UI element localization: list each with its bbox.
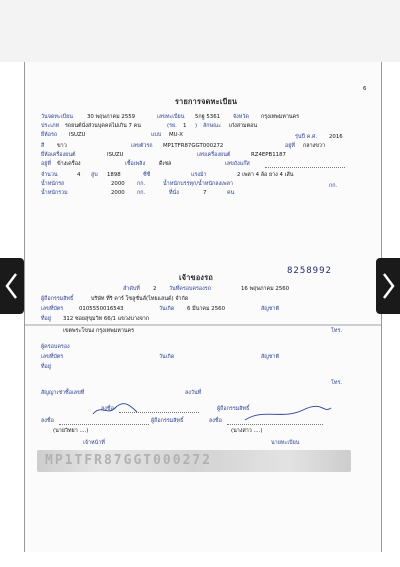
- engine-no-label: เลขเครื่องยนต์: [197, 152, 231, 158]
- kg-unit-3: กก.: [137, 190, 146, 196]
- reg-date-value: 30 พฤษภาคม 2559: [87, 114, 136, 120]
- owner-date-value: 16 พฤษภาคม 2560: [241, 286, 290, 292]
- registrar-signature: [243, 404, 333, 424]
- tel-label: โทร.: [331, 328, 343, 334]
- engine-no-value: RZ4EPB1187: [251, 152, 286, 158]
- top-margin: [0, 0, 400, 62]
- address2-label: ที่อยู่: [41, 364, 51, 370]
- model-value: MU-X: [169, 132, 183, 138]
- rs-value: 1: [183, 123, 187, 129]
- province-label: จังหวัด: [233, 114, 249, 120]
- tel2-label: โทร.: [331, 380, 343, 386]
- section-title-registration: รายการจดทะเบียน: [175, 97, 238, 106]
- fuel-value: ดีเซล: [159, 161, 172, 167]
- sign2-role: ผู้ถือกรรมสิทธิ์: [151, 418, 184, 424]
- officer-signature: [91, 402, 141, 418]
- count-value: 4: [77, 172, 81, 178]
- sign1-label: ลงชื่อ: [101, 406, 114, 412]
- gas-tank-line: [265, 167, 345, 168]
- reg-date-label: วันจดทะเบียน: [41, 114, 73, 120]
- sign3-label: ลงชื่อ: [209, 418, 222, 424]
- sign2-label: ลงชื่อ: [41, 418, 54, 424]
- power-label: แรงม้า: [191, 172, 207, 178]
- page-fold-crease: [25, 324, 381, 326]
- sign2-line: [59, 424, 149, 425]
- body-label: ลักษณะ: [203, 123, 222, 129]
- seq-label: ลำดับที่: [123, 286, 140, 292]
- brand-value: ISUZU: [69, 132, 86, 138]
- contract-date-label: ลงวันที่: [185, 390, 202, 396]
- sign4-name: (นางสาว ....): [231, 428, 263, 434]
- weight-car-label: น้ำหนักรถ: [41, 181, 65, 187]
- year-label: รุ่นปี ค.ศ.: [295, 134, 318, 140]
- engine-brand-label: ยี่ห้อเครื่องยนต์: [41, 152, 76, 158]
- registrar-label: นายทะเบียน: [271, 440, 300, 446]
- seq-value: 2: [153, 286, 157, 292]
- officer-label: เจ้าหน้าที่: [83, 440, 105, 446]
- sign3-name: (นายวิทยา ....): [53, 428, 89, 434]
- id-value: 0105550016543: [79, 306, 124, 312]
- registration-page: [24, 62, 382, 552]
- chassis-loc-value: กลางขวา: [303, 143, 325, 149]
- address-value-2: เขตพระโขนง กรุงเทพมหานคร: [63, 328, 135, 334]
- chassis-value: MP1TFR87GGT000272: [163, 143, 224, 149]
- model-label: แบบ: [151, 132, 162, 138]
- engine-loc-value: ข้างเครื่อง: [57, 161, 81, 167]
- prev-page-button[interactable]: [0, 258, 24, 314]
- seats-value: 7: [203, 190, 207, 196]
- seats-label: ที่นั่ง: [169, 190, 179, 196]
- type-label: ประเภท: [41, 123, 60, 129]
- kg-unit-1: กก.: [137, 181, 146, 187]
- province-value: กรุงเทพมหานคร: [261, 114, 300, 120]
- cc-label: ซีซี: [143, 172, 151, 178]
- color-value: ขาว: [57, 143, 67, 149]
- engine-brand-value: ISUZU: [107, 152, 124, 158]
- section-title-owner: เจ้าของรถ: [179, 273, 214, 282]
- next-page-button[interactable]: [376, 258, 400, 314]
- id-label: เลขที่บัตร: [41, 306, 64, 312]
- plate-label: เลขทะเบียน: [157, 114, 185, 120]
- kg-unit-2: กก.: [329, 183, 338, 189]
- plate-value: 5กฐ 5361: [195, 114, 221, 120]
- sign3-line: [227, 424, 323, 425]
- fuel-label: เชื้อเพลิง: [125, 161, 146, 167]
- birth-value: 6 มีนาคม 2560: [187, 306, 226, 312]
- load-label: น้ำหนักบรรทุก/น้ำหนักลงเพลา: [163, 181, 233, 187]
- chassis-rubbing-stamp: [37, 450, 351, 472]
- birth2-label: วันเกิด: [159, 354, 175, 360]
- chassis-loc-label: อยู่ที่: [285, 143, 295, 149]
- rs-label: (รย.: [167, 123, 177, 129]
- count-label: จำนวน: [41, 172, 58, 178]
- holder-label: ผู้ถือกรรมสิทธิ์: [41, 296, 74, 302]
- page-corner-number: 6: [363, 86, 367, 92]
- stamp-text: MP1TFR87GGT000272: [45, 453, 213, 468]
- address-value: 312 ซอยสุขุมวิท 66/1 แขวงบางจาก: [63, 316, 150, 322]
- color-label: สี: [41, 143, 45, 149]
- nation2-label: สัญชาติ: [261, 354, 280, 360]
- owner-date-label: วันที่ครอบครองรถ: [169, 286, 211, 292]
- address-label: ที่อยู่: [41, 316, 51, 322]
- weight-total-label: น้ำหนักรวม: [41, 190, 68, 196]
- engine-loc-label: อยู่ที่: [41, 161, 51, 167]
- holder-value: บริษัท ที่ริ คาร์ โซลูชั่นส์(ไทยแลนด์) จำกัด: [91, 296, 189, 302]
- cylinder-label: สูบ: [91, 172, 98, 178]
- serial-stamp: 8258992: [287, 266, 332, 276]
- sign1-role: ผู้ถือกรรมสิทธิ์: [217, 406, 250, 412]
- axle-text: 2 เพลา 4 ล้อ ยาง 4 เส้น: [237, 172, 294, 178]
- type-value: รถยนต์นั่งส่วนบุคคลไม่เกิน 7 คน: [65, 123, 141, 129]
- possessor-label: ผู้ครอบครอง: [41, 344, 70, 350]
- chevron-right-icon: [380, 272, 396, 300]
- body-value: เก๋งสามตอน: [229, 123, 258, 129]
- year-value: 2016: [329, 134, 343, 140]
- birth-label: วันเกิด: [159, 306, 175, 312]
- weight-car-value: 2000: [111, 181, 125, 187]
- seats-unit: คน: [227, 190, 235, 196]
- rs-close: ): [195, 123, 198, 129]
- nation-label: สัญชาติ: [261, 306, 280, 312]
- brand-label: ยี่ห้อรถ: [41, 132, 58, 138]
- contract-label: สัญญาเช่าซื้อเลขที่: [41, 390, 85, 396]
- id2-label: เลขที่บัตร: [41, 354, 64, 360]
- weight-total-value: 2000: [111, 190, 125, 196]
- chassis-label: เลขตัวรถ: [131, 143, 153, 149]
- chevron-left-icon: [4, 272, 20, 300]
- cc-value: 1898: [107, 172, 121, 178]
- gas-tank-label: เลขถังแก๊ส: [225, 161, 250, 167]
